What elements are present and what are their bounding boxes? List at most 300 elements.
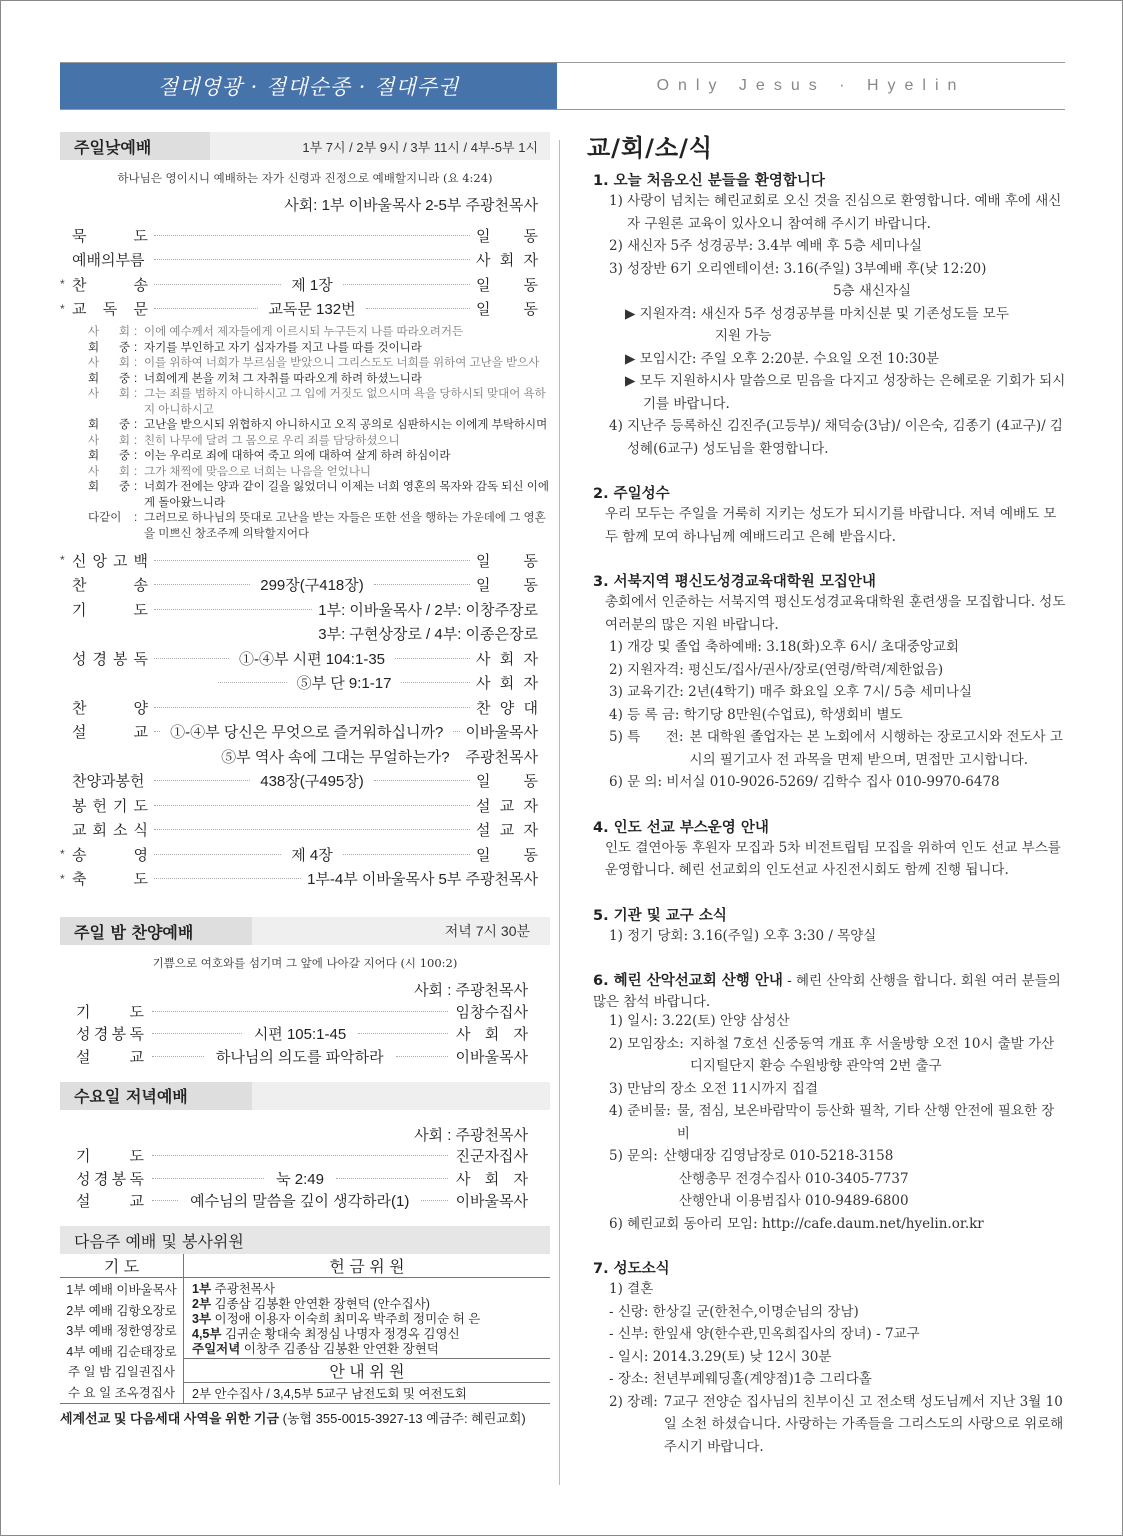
char: 도 bbox=[133, 797, 148, 815]
char: 회 bbox=[88, 341, 100, 354]
leader-dots bbox=[152, 1056, 204, 1057]
char: 교 bbox=[129, 1048, 144, 1066]
reading-text: 고난을 받으시되 위협하지 아니하시고 오직 공의로 심판하시는 이에게 부탁하시며 bbox=[144, 419, 548, 431]
news-line bbox=[593, 235, 1067, 258]
char: 중 bbox=[118, 341, 130, 354]
header-banner bbox=[60, 62, 1065, 110]
fund-account: (농협 355-0015-3927-13 예금주: 혜린교회) bbox=[282, 1411, 526, 1426]
char: 사 bbox=[456, 1026, 471, 1044]
char: 설 bbox=[76, 1048, 91, 1066]
reading-line bbox=[88, 325, 550, 341]
char: 회 bbox=[499, 650, 515, 668]
leader-dots bbox=[154, 780, 250, 781]
order-label bbox=[72, 599, 148, 620]
news-line bbox=[587, 1301, 1067, 1324]
order-person bbox=[476, 672, 538, 693]
news-line bbox=[593, 704, 1067, 727]
news-line bbox=[593, 681, 1067, 704]
char: 대 bbox=[523, 699, 538, 717]
char: 찬 bbox=[72, 577, 87, 595]
order-row bbox=[60, 573, 550, 598]
line-text: 지하철 7호선 신중동역 개표 후 서울방향 오전 10시 출발 가산디지털단지 환승 수원방향 관악역 2번 출구 bbox=[689, 1035, 1055, 1074]
char: 찬 bbox=[72, 276, 87, 294]
char: 사 bbox=[88, 326, 100, 338]
reading-line bbox=[88, 387, 550, 418]
char: 동 bbox=[523, 846, 538, 864]
order-label bbox=[76, 1190, 144, 1211]
news-line bbox=[593, 503, 1067, 548]
order-person bbox=[476, 844, 538, 865]
colon: : bbox=[134, 481, 138, 493]
reading-text: 자기를 부인하고 자기 십자가를 지고 나를 따를 것이니라 bbox=[144, 341, 422, 354]
char: 영 bbox=[133, 846, 148, 864]
char: 교 bbox=[72, 301, 87, 319]
order-label bbox=[72, 795, 148, 816]
order-label bbox=[72, 249, 148, 270]
leader-dots bbox=[152, 1011, 448, 1012]
star-marker: * bbox=[60, 277, 65, 292]
order-row bbox=[60, 818, 550, 843]
char: 도 bbox=[129, 1148, 144, 1166]
reading-text: 그러므로 하나님의 뜻대로 고난을 받는 자들은 또한 선을 행하는 가운데에 그 영혼을 미쁘신 창조주께 의탁할지어다 bbox=[144, 512, 546, 540]
char: 회 bbox=[499, 675, 515, 693]
heading-text: 7. 성도소식 bbox=[593, 1261, 670, 1277]
char: 회 bbox=[499, 252, 515, 270]
news-line bbox=[593, 258, 1067, 281]
reading-line bbox=[88, 449, 550, 465]
line-text: 3) 만남의 장소 오전 11시까지 집결 bbox=[609, 1080, 818, 1097]
news-line bbox=[593, 1278, 1067, 1301]
order-label bbox=[72, 721, 148, 742]
order-person: 이바울목사 bbox=[455, 1193, 529, 1211]
offering-part: 주일저녁 bbox=[192, 1341, 241, 1356]
char: 사 bbox=[88, 388, 100, 400]
order-person: 이바울목사 bbox=[455, 1048, 528, 1066]
line-text: 1) 일시: 3.22(토) 안양 삼성산 bbox=[609, 1013, 790, 1029]
order-row bbox=[60, 1045, 550, 1068]
order-person: 주광천목사 bbox=[465, 748, 538, 766]
prayer-header: 기 도 bbox=[60, 1254, 184, 1278]
reading-text: 너희에게 본을 끼쳐 그 자취를 따라오게 하려 하셨느니라 bbox=[144, 372, 422, 385]
line-text: 우리 모두는 주일을 거룩히 지키는 성도가 되시기를 바랍니다. 저녁 예배도 모두 함께 모여 하나님께 예배드리고 은혜 받읍시다. bbox=[605, 506, 1057, 545]
leader-dots bbox=[154, 731, 160, 732]
order-item: 교독문 132번 bbox=[268, 301, 356, 319]
colon: : bbox=[134, 434, 138, 447]
order-label bbox=[72, 648, 148, 669]
speaker bbox=[88, 372, 134, 388]
scripture-verse: 기쁨으로 여호와를 섬기며 그 앞에 나아갈 지어다 (시 100:2) bbox=[152, 956, 458, 970]
leader-dots bbox=[154, 235, 470, 236]
order-person bbox=[476, 574, 538, 595]
leader-dots bbox=[453, 731, 459, 732]
speaker bbox=[88, 449, 134, 465]
news-line bbox=[587, 370, 1067, 415]
line-text: 1) 결혼 bbox=[609, 1281, 654, 1297]
speaker bbox=[88, 325, 134, 341]
char: 회 bbox=[88, 419, 100, 431]
char: 독 bbox=[102, 301, 118, 319]
char: 회 bbox=[118, 326, 130, 338]
offering-names: 주광천목사 bbox=[214, 1281, 275, 1296]
order-label bbox=[76, 1046, 144, 1067]
order-label bbox=[72, 697, 148, 718]
order-item: ⑤부 단 9:1-17 bbox=[296, 675, 392, 693]
prayer-list bbox=[60, 1278, 184, 1404]
char: 양 bbox=[499, 699, 515, 717]
char: 회 bbox=[92, 822, 107, 840]
char: 예배의부름 bbox=[72, 252, 145, 270]
char: 자 bbox=[513, 1026, 528, 1044]
next-week-header bbox=[60, 1226, 550, 1254]
char: 사 bbox=[88, 434, 100, 447]
news-line bbox=[587, 1190, 1067, 1213]
section-title: 주일 밤 찬양예배 bbox=[60, 917, 252, 945]
char: 중 bbox=[118, 419, 130, 431]
section-title: 다음주 예배 및 봉사위원 bbox=[74, 1231, 244, 1251]
motto: 절대영광 · 절대순종 · 절대주권 bbox=[60, 63, 557, 109]
host-line: 사회 : 주광천목사 bbox=[414, 982, 528, 999]
order-person: 1부-4부 이바울목사 5부 주광천목사 bbox=[307, 871, 538, 889]
char: 송 bbox=[133, 577, 148, 595]
char: 사 bbox=[88, 357, 100, 369]
order-person: 임창수집사 bbox=[455, 1003, 528, 1021]
leader-dots bbox=[374, 584, 470, 585]
char: 양 bbox=[133, 699, 148, 717]
scripture-verse: 하나님은 영이시니 예배하는 자가 신령과 진정으로 예배할지니라 (요 4:24) bbox=[117, 171, 493, 185]
char: 회 bbox=[118, 388, 130, 400]
leader-dots bbox=[396, 1056, 448, 1057]
char: 기 bbox=[113, 797, 128, 815]
volunteer-table bbox=[60, 1254, 550, 1403]
offering-part: 4,5부 bbox=[192, 1326, 222, 1341]
order-row bbox=[60, 1167, 550, 1190]
leader-dots bbox=[154, 707, 470, 708]
leader-dots bbox=[366, 308, 470, 309]
order-row bbox=[60, 793, 550, 818]
char: 묵 bbox=[72, 227, 87, 245]
prayer-item: 2부 예배 김항오장로 bbox=[66, 1303, 177, 1318]
service-times: 1부 7시 / 2부 9시 / 3부 11시 / 4부-5부 1시 bbox=[302, 139, 538, 155]
order-person bbox=[476, 648, 538, 669]
leader-dots bbox=[154, 259, 470, 260]
order-label bbox=[76, 1023, 144, 1044]
order-label bbox=[72, 274, 148, 295]
reading-line bbox=[88, 356, 550, 372]
news-heading bbox=[593, 816, 1067, 837]
colon: : bbox=[134, 341, 138, 354]
order-row bbox=[60, 1190, 550, 1213]
order-row bbox=[60, 1023, 550, 1046]
order-row bbox=[60, 248, 550, 273]
order-item: 438장(구495장) bbox=[260, 773, 364, 791]
offering-item bbox=[192, 1312, 550, 1327]
prayer-item: 수 요 일 조옥경집사 bbox=[67, 1385, 176, 1400]
usher-list: 2부 안수집사 / 3,4,5부 5교구 남전도회 및 여전도회 bbox=[192, 1387, 467, 1401]
leader-dots bbox=[218, 682, 287, 683]
news-heading bbox=[593, 570, 1067, 591]
offering-item bbox=[192, 1297, 550, 1312]
order-item: 하나님의 의도를 파악하라 bbox=[215, 1048, 384, 1066]
order-row bbox=[60, 597, 550, 622]
leader-dots bbox=[152, 1178, 264, 1179]
news-line bbox=[593, 415, 1067, 460]
char: 일 bbox=[476, 301, 491, 319]
line-text: 물, 점심, 보온바람막이 등산화 필착, 기타 산행 안전에 필요한 장비 bbox=[676, 1103, 1055, 1142]
heading-text: 2. 주일성수 bbox=[593, 486, 670, 502]
spacer bbox=[587, 548, 1067, 566]
leader-dots bbox=[154, 560, 470, 561]
leader-dots bbox=[154, 878, 301, 879]
colon: : bbox=[134, 419, 138, 431]
char: 중 bbox=[118, 481, 130, 493]
char: 봉 bbox=[72, 797, 87, 815]
star-marker: * bbox=[60, 301, 65, 316]
line-text: - 장소: 천년부페웨딩홀(계양점)1층 그리다홀 bbox=[609, 1371, 872, 1387]
news-line bbox=[593, 190, 1067, 235]
order-row bbox=[60, 297, 550, 322]
offering-part: 3부 bbox=[192, 1311, 212, 1326]
section-title: 수요일 저녁예배 bbox=[60, 1082, 252, 1110]
char: 회 bbox=[88, 372, 100, 385]
heading-text: 5. 기관 및 교구 소식 bbox=[593, 907, 727, 924]
line-label: 4) 준비물: bbox=[609, 1103, 671, 1119]
order-of-worship-bottom bbox=[60, 548, 550, 891]
char: 신 bbox=[72, 552, 87, 570]
order-label bbox=[72, 868, 148, 889]
news-items bbox=[587, 169, 1067, 1458]
order-row bbox=[60, 867, 550, 892]
char: 찬 bbox=[72, 699, 87, 717]
order-row bbox=[60, 223, 550, 248]
char: 사 bbox=[476, 675, 491, 693]
line-text: 4) 지난주 등록하신 김진주(고등부)/ 채덕승(3남)/ 이은숙, 김종기 (4교구)/ 김성혜(6교구) 성도님을 환영합니다. bbox=[609, 418, 1063, 457]
char: 성 bbox=[76, 1026, 91, 1044]
news-line bbox=[593, 1391, 1067, 1459]
reading-text: 너희가 전에는 양과 같이 길을 잃었더니 이제는 너희 영혼의 목자와 감독 되신 이에게 돌아왔느니라 bbox=[144, 481, 549, 509]
news-heading bbox=[593, 969, 1067, 1010]
line-text: - 신부: 한잎새 양(한수관,민옥희집사의 장녀) - 7교구 bbox=[609, 1326, 920, 1342]
order-row bbox=[60, 720, 550, 745]
news-title: 교/회/소/식 bbox=[587, 134, 714, 162]
offering-part: 2부 bbox=[192, 1296, 212, 1311]
section-title: 주일낮예배 bbox=[60, 132, 210, 160]
order-item: ⑤부 역사 속에 그대는 무얼하는가? bbox=[221, 748, 450, 766]
leader-dots bbox=[154, 829, 470, 830]
char: 회 bbox=[484, 1026, 500, 1044]
char: 일 bbox=[476, 227, 491, 245]
order-person bbox=[476, 795, 538, 816]
char: 회 bbox=[118, 434, 130, 447]
order-label bbox=[72, 844, 148, 865]
news-heading bbox=[593, 1257, 1067, 1278]
order-row bbox=[60, 1145, 550, 1168]
leader-dots bbox=[152, 1155, 448, 1156]
colon: : bbox=[134, 357, 138, 369]
line-text: ▶ 모임시간: 주일 오후 2:20분. 수요일 오전 10:30분 bbox=[625, 350, 940, 367]
order-row bbox=[60, 1000, 550, 1023]
spacer bbox=[587, 947, 1067, 965]
char: 사 bbox=[476, 650, 491, 668]
line-text: 지원 가능 bbox=[715, 328, 772, 344]
char: 도 bbox=[133, 227, 148, 245]
reading-line bbox=[88, 511, 550, 542]
order-person bbox=[476, 249, 538, 270]
line-text: 3) 교육기간: 2년(4학기) 매주 화요일 오후 7시/ 5층 세미나실 bbox=[609, 684, 972, 700]
offering-item bbox=[192, 1282, 550, 1297]
line-text: 1) 개강 및 졸업 축하예배: 3.18(화)오후 6시/ 초대중앙교회 bbox=[609, 639, 959, 655]
char: 독 bbox=[133, 650, 148, 668]
char: 교 bbox=[499, 822, 515, 840]
news-line bbox=[593, 1010, 1067, 1033]
char: 기 bbox=[76, 1003, 91, 1021]
order-person bbox=[476, 274, 538, 295]
order-person bbox=[476, 819, 538, 840]
order-person bbox=[476, 770, 538, 791]
line-text: 1) 사랑이 넘치는 혜린교회로 오신 것을 진심으로 환영합니다. 예배 후에 새신자 구원론 교육이 있사오니 참여해 주시기 바랍니다. bbox=[609, 193, 1062, 232]
line-text: 본 대학원 졸업자는 본 노회에서 시행하는 장로고시와 전도사 고시의 필기고사 전 과목을 면제 받으며, 면접만 고시합니다. bbox=[689, 729, 1063, 768]
order-person bbox=[476, 225, 538, 246]
order-label bbox=[76, 1001, 144, 1022]
char: 회 bbox=[118, 465, 130, 478]
leader-dots bbox=[154, 658, 229, 659]
heading-text: 3. 서북지역 평신도성경교육대학원 모집안내 bbox=[593, 574, 876, 590]
colon: : bbox=[134, 372, 138, 385]
heading-text: 1. 오늘 처음오신 분들을 환영합니다 bbox=[593, 173, 825, 189]
char: 동 bbox=[523, 276, 538, 294]
char: 교 bbox=[499, 797, 515, 815]
news-heading bbox=[593, 482, 1067, 503]
line-text: 1) 정기 당회: 3.16(주일) 오후 3:30 / 목양실 bbox=[609, 927, 877, 944]
speaker bbox=[88, 387, 134, 418]
news-line bbox=[587, 348, 1067, 371]
char: 앙 bbox=[92, 552, 107, 570]
speaker bbox=[88, 356, 134, 372]
leader-dots bbox=[343, 854, 470, 855]
spacer bbox=[587, 1235, 1067, 1253]
evening-order bbox=[60, 1000, 550, 1068]
order-row bbox=[60, 842, 550, 867]
order-person: 진군자집사 bbox=[455, 1148, 528, 1166]
char: 일 bbox=[476, 552, 491, 570]
line-text: 6) 혜린교회 동아리 모임: http://cafe.daum.net/hyelin.or.kr bbox=[609, 1215, 984, 1232]
line-label: 5) 문의: bbox=[609, 1148, 658, 1164]
news-line bbox=[593, 1033, 1067, 1078]
char: 고 bbox=[113, 552, 128, 570]
char: 동 bbox=[523, 773, 539, 791]
char: 교 bbox=[72, 822, 87, 840]
reading-text: 그는 죄를 범하지 아니하시고 그 입에 거짓도 없으시며 욕을 당하시되 맞대어 욕하지 아니하시고 bbox=[144, 388, 546, 416]
order-item: 예수님의 말씀을 깊이 생각하라(1) bbox=[190, 1193, 410, 1211]
spacer bbox=[587, 460, 1067, 478]
reading-line bbox=[88, 465, 550, 481]
reading-text: 이는 우리로 죄에 대하여 죽고 의에 대하여 살게 하려 하심이라 bbox=[144, 450, 451, 462]
order-label bbox=[72, 550, 148, 571]
leader-dots bbox=[154, 308, 258, 309]
char: 송 bbox=[133, 276, 148, 294]
char: 문 bbox=[133, 301, 148, 319]
order-item: 제 1장 bbox=[291, 276, 333, 294]
order-of-worship-top bbox=[60, 223, 550, 321]
news-line bbox=[593, 837, 1067, 882]
leader-dots bbox=[401, 682, 470, 683]
char: 자 bbox=[523, 675, 539, 693]
speaker bbox=[88, 480, 134, 511]
offering-item bbox=[192, 1327, 550, 1342]
reading-line bbox=[88, 418, 550, 434]
news-line bbox=[587, 325, 1067, 348]
char: 봉 bbox=[113, 650, 128, 668]
news-column bbox=[587, 128, 1067, 1458]
speaker bbox=[88, 418, 134, 434]
news-line bbox=[587, 1323, 1067, 1346]
char: 사 bbox=[476, 252, 491, 270]
order-person: 이바울목사 bbox=[465, 724, 538, 742]
line-text: 산행총무 전경수집사 010-3405-7737 bbox=[679, 1170, 909, 1187]
order-row bbox=[60, 671, 550, 696]
evening-worship-header bbox=[60, 917, 550, 945]
char: 설 bbox=[476, 822, 491, 840]
order-row bbox=[60, 548, 550, 573]
char: 찬 bbox=[476, 699, 491, 717]
char: 일 bbox=[476, 773, 491, 791]
news-line bbox=[593, 726, 1067, 771]
column-divider bbox=[559, 140, 560, 1485]
news-line bbox=[593, 591, 1067, 636]
order-label bbox=[72, 819, 148, 840]
char: 성 bbox=[72, 650, 87, 668]
star-marker: * bbox=[60, 871, 65, 886]
colon: : bbox=[134, 450, 138, 462]
leader-dots bbox=[152, 1033, 242, 1034]
char: 교 bbox=[133, 724, 148, 742]
order-item: 제 4장 bbox=[291, 846, 333, 864]
order-label bbox=[72, 770, 148, 791]
prayer-item: 주 일 밤 김일권집사 bbox=[67, 1365, 176, 1379]
news-line bbox=[587, 1168, 1067, 1191]
line-text: 6) 문 의: 비서실 010-9026-5269/ 김학수 집사 010-9970-6478 bbox=[609, 774, 1000, 790]
char: 도 bbox=[129, 1003, 144, 1021]
char: 축 bbox=[72, 871, 87, 889]
news-heading bbox=[593, 169, 1067, 190]
order-item: 시편 105:1-45 bbox=[253, 1026, 347, 1044]
offering-header: 헌 금 위 원 bbox=[184, 1254, 551, 1278]
char: 다같이 bbox=[88, 512, 122, 524]
fund-line bbox=[60, 1403, 550, 1427]
speaker bbox=[88, 341, 134, 357]
news-line bbox=[593, 1100, 1067, 1145]
reading-line bbox=[88, 341, 550, 357]
leader-dots bbox=[154, 284, 281, 285]
colon: : bbox=[134, 465, 138, 478]
char: 자 bbox=[523, 650, 538, 668]
news-line bbox=[593, 771, 1067, 794]
leader-dots bbox=[395, 658, 470, 659]
char: 회 bbox=[118, 357, 130, 369]
char: 설 bbox=[76, 1193, 91, 1211]
char: 경 bbox=[93, 1170, 109, 1188]
order-person bbox=[456, 1023, 528, 1044]
offering-list bbox=[184, 1278, 551, 1359]
speaker bbox=[88, 434, 134, 450]
news-line bbox=[593, 636, 1067, 659]
responsive-reading bbox=[60, 325, 550, 542]
order-person: 1부: 이바울목사 / 2부: 이창주장로 bbox=[318, 601, 538, 619]
reading-line bbox=[88, 434, 550, 450]
line-text: 산행안내 이용범집사 010-9489-6800 bbox=[679, 1193, 909, 1209]
star-marker: * bbox=[60, 847, 65, 862]
order-row bbox=[60, 622, 550, 647]
news-line bbox=[587, 1368, 1067, 1391]
